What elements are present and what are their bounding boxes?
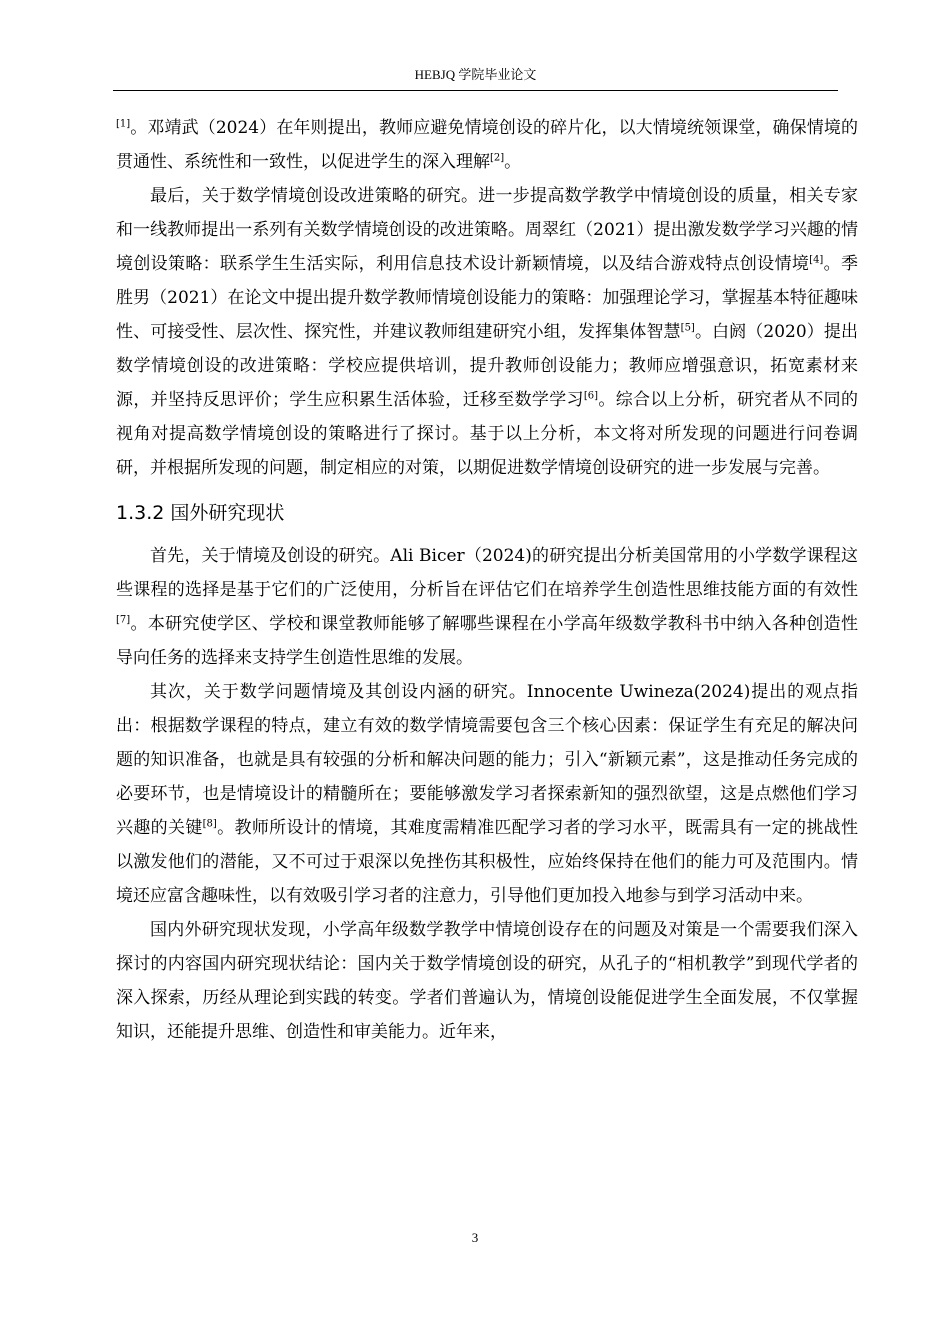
citation-marker: [6] <box>583 390 599 402</box>
citation-marker: [2] <box>490 152 505 164</box>
paragraph-4 <box>116 675 858 913</box>
paragraph-text: 其次，关于数学问题情境及其创设内涵的研究。Innocente Uwineza(2024)提出的观点指出：根据数学课程的特点，建立有效的数学情境需要包含三个核心因素：保证学生有充足的解决问题的知识准备，也就是具有较强的分析和解决问题的能力；引入“新颖元素”，这是推动任务完成的必要环节，也是情境设计的精髓所在；要能够激发学习者探索新知的强烈欲望，这是点燃他们学习兴趣的关键 <box>116 682 858 838</box>
section-heading: 1.3.2 国外研究现状 <box>116 502 285 524</box>
citation-marker: [4] <box>809 254 824 266</box>
page-footer <box>0 1230 950 1246</box>
paragraph-5 <box>116 913 858 1049</box>
citation-marker: [5] <box>680 322 695 334</box>
paragraph-text: 。教师所设计的情境，其难度需精准匹配学习者的学习水平，既需具有一定的挑战性以激发他们的潜能，又不可过于艰深以免挫伤其积极性，应始终保持在他们的能力可及范围内。情境还应富含趣味性，以有效吸引学习者的注意力，引导他们更加投入地参与到学习活动中来。 <box>116 818 859 906</box>
paragraph-text: 。 <box>504 152 522 172</box>
paragraph-text: 。本研究使学区、学校和课堂教师能够了解哪些课程在小学高年级数学教科书中纳入各种创造性导向任务的选择来支持学生创造性思维的发展。 <box>116 614 858 668</box>
paragraph-3 <box>116 539 858 675</box>
citation-marker: [7] <box>116 614 131 626</box>
paragraph-text: 。综合以上分析，研究者从不同的视角对提高数学情境创设的策略进行了探讨。基于以上分析，本文将对所发现的问题进行问卷调研，并根据所发现的问题，制定相应的对策，以期促进数学情境创设研究的进一步发展与完善。 <box>116 390 859 478</box>
paragraph-text: 国内外研究现状发现，小学高年级数学教学中情境创设存在的问题及对策是一个需要我们深入探讨的内容国内研究现状结论：国内关于数学情境创设的研究，从孔子的“相机教学”到现代学者的深入探索，历经从理论到实践的转变。学者们普遍认为，情境创设能促进学生全面发展，不仅掌握知识，还能提升思维、创造性和审美能力。近年来， <box>116 920 858 1042</box>
header-title: HEBJQ 学院毕业论文 <box>414 67 537 82</box>
page-header <box>113 66 838 91</box>
page-number: 3 <box>471 1230 479 1245</box>
citation-marker: [1] <box>116 118 131 130</box>
paragraph-text: 。白阏（2020）提出数学情境创设的改进策略：学校应提供培训，提升教师创设能力；教师应增强意识，拓宽素材来源，并坚持反思评价；学生应积累生活体验，迁移至数学学习 <box>116 322 858 410</box>
paragraph-2 <box>116 179 858 485</box>
paragraph-text: 首先，关于情境及创设的研究。Ali Bicer（2024)的研究提出分析美国常用的小学数学课程这些课程的选择是基于它们的广泛使用，分析旨在评估它们在培养学生创造性思维技能方面的有效性 <box>116 546 858 600</box>
paragraph-text: 。邓靖武（2024）在年则提出，教师应避免情境创设的碎片化，以大情境统领课堂，确保情境的贯通性、系统性和一致性，以促进学生的深入理解 <box>116 118 858 172</box>
page-body <box>116 111 858 1049</box>
citation-marker: [8] <box>202 818 217 830</box>
paragraph-text: 。季胜男（2021）在论文中提出提升数学教师情境创设能力的策略：加强理论学习，掌握基本特征趣味性、可接受性、层次性、探究性，并建议教师组建研究小组，发挥集体智慧 <box>116 254 859 342</box>
paragraph-text: 最后，关于数学情境创设改进策略的研究。进一步提高数学教学中情境创设的质量，相关专家和一线教师提出一系列有关数学情境创设的改进策略。周翠红（2021）提出激发数学学习兴趣的情境创设策略：联系学生生活实际，利用信息技术设计新颖情境，以及结合游戏特点创设情境 <box>116 186 858 274</box>
paragraph-1 <box>116 111 858 179</box>
